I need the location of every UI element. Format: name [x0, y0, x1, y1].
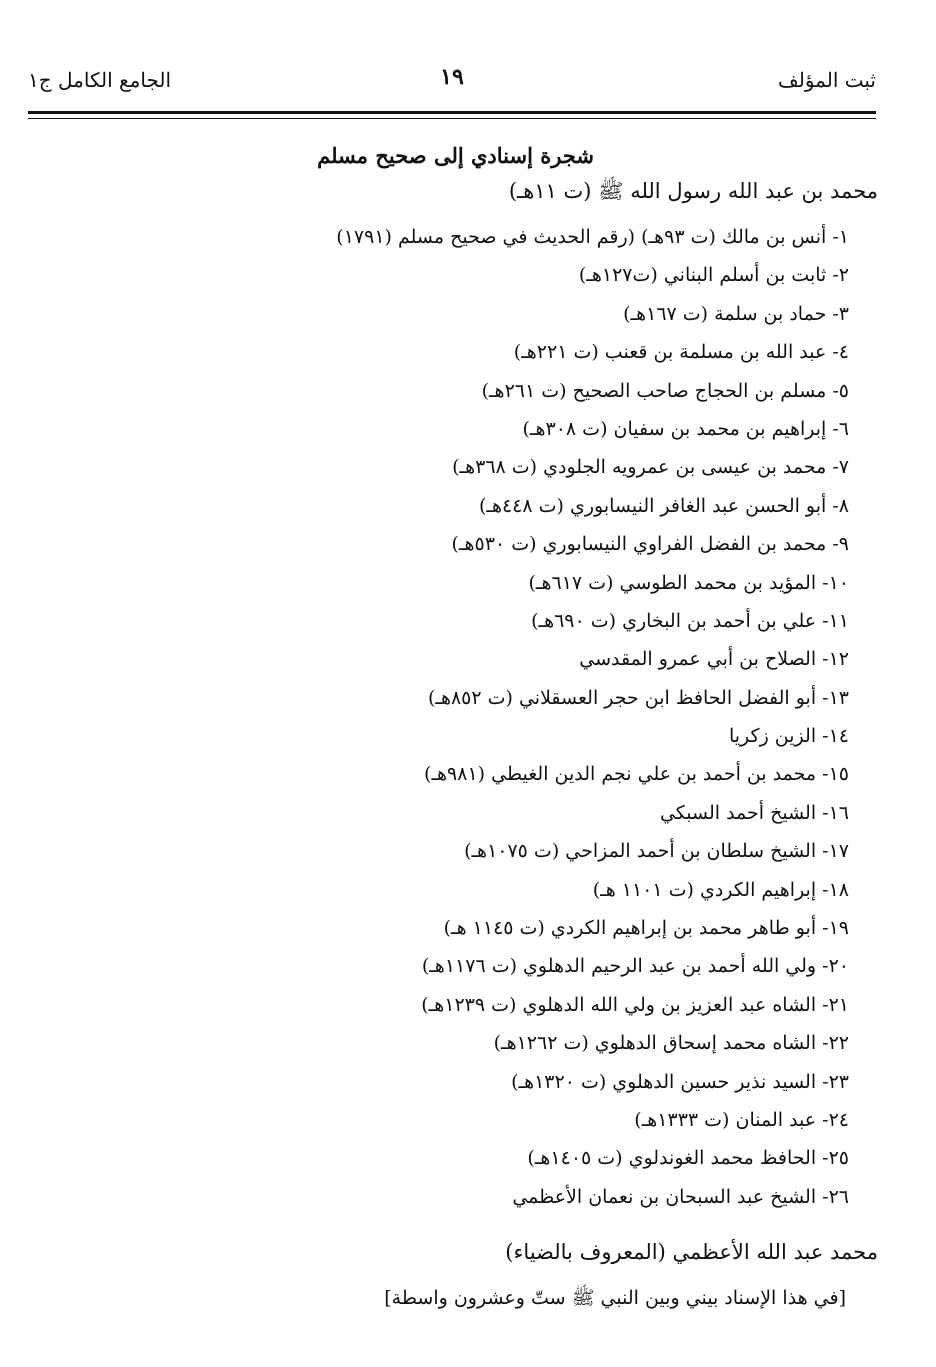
chain-item: ٢٤- عبد المنان (ت ١٣٣٣هـ): [634, 1108, 849, 1131]
chain-item: ٧- محمد بن عيسى بن عمرويه الجلودي (ت ٣٦٨هـ): [452, 456, 849, 479]
chain-item: ٦- إبراهيم بن محمد بن سفيان (ت ٣٠٨هـ): [522, 417, 849, 440]
running-header: [28, 62, 876, 102]
chain-item: ٢٦- الشيخ عبد السبحان بن نعمان الأعظمي: [512, 1185, 849, 1208]
chain-item: ١٥- محمد بن أحمد بن علي نجم الدين الغيطي (٩٨١هـ): [424, 763, 849, 786]
chain-item: ٢٠- ولي الله أحمد بن عبد الرحيم الدهلوي (ت ١١٧٦هـ): [421, 955, 849, 978]
chain-item: ٩- محمد بن الفضل الفراوي النيسابوري (ت ٥٣٠هـ): [451, 533, 849, 556]
chain-item: ٥- مسلم بن الحجاج صاحب الصحيح (ت ٢٦١هـ): [481, 379, 849, 402]
chain-item: ٢٣- السيد نذير حسين الدهلوي (ت ١٣٢٠هـ): [511, 1070, 849, 1093]
chain-item: ٣- حماد بن سلمة (ت ١٦٧هـ): [623, 302, 849, 325]
chain-item: ١٣- أبو الفضل الحافظ ابن حجر العسقلاني (ت ٨٥٢هـ): [427, 686, 849, 709]
isnad-chain-list: [336, 218, 849, 1216]
chain-item: ٤- عبد الله بن مسلمة بن قعنب (ت ٢٢١هـ): [513, 341, 849, 364]
chain-item: ١٠- المؤيد بن محمد الطوسي (ت ٦١٧هـ): [528, 571, 849, 594]
chain-item: ١٨- إبراهيم الكردي (ت ١١٠١ هـ): [592, 878, 849, 901]
chain-item: ٢١- الشاه عبد العزيز بن ولي الله الدهلوي (ت ١٢٣٩هـ): [421, 993, 849, 1016]
chain-item: ١٤- الزين زكريا: [728, 725, 849, 748]
chain-item: ٢- ثابت بن أسلم البناني (ت١٢٧هـ): [578, 264, 849, 287]
header-rule-thin: [28, 118, 876, 119]
chain-item: ١٧- الشيخ سلطان بن أحمد المزاحي (ت ١٠٧٥هـ): [464, 840, 849, 863]
book-title: الجامع الكامل ج١: [28, 68, 172, 92]
section-title: شجرة إسنادي إلى صحيح مسلم: [317, 143, 594, 168]
chapter-title: ثبت المؤلف: [778, 68, 876, 92]
chain-end: محمد عبد الله الأعظمي (المعروف بالضياء): [505, 1240, 878, 1264]
chain-item: ١٢- الصلاح بن أبي عمرو المقدسي: [579, 648, 849, 671]
chain-item: ١١- علي بن أحمد بن البخاري (ت ٦٩٠هـ): [531, 609, 849, 632]
chain-item: ٨- أبو الحسن عبد الغافر النيسابوري (ت ٤٤٨هـ): [478, 494, 849, 517]
chain-item: ١- أنس بن مالك (ت ٩٣هـ) (رقم الحديث في صحيح مسلم (١٧٩١): [336, 226, 849, 248]
chain-item: ١٩- أبو طاهر محمد بن إبراهيم الكردي (ت ١١٤٥ هـ): [443, 917, 849, 940]
header-rule-thick: [28, 111, 876, 114]
footnote: [في هذا الإسناد بيني وبين النبي ﷺ ستّ وعشرون واسطة]: [384, 1287, 846, 1309]
page-number: ١٩: [440, 64, 464, 90]
chain-item: ٢٥- الحافظ محمد الغوندلوي (ت ١٤٠٥هـ): [527, 1147, 849, 1170]
chain-item: ٢٢- الشاه محمد إسحاق الدهلوي (ت ١٢٦٢هـ): [493, 1032, 849, 1055]
chain-item: ١٦- الشيخ أحمد السبكي: [659, 801, 849, 824]
chain-root: محمد بن عبد الله رسول الله ﷺ (ت ١١هـ): [508, 179, 878, 203]
